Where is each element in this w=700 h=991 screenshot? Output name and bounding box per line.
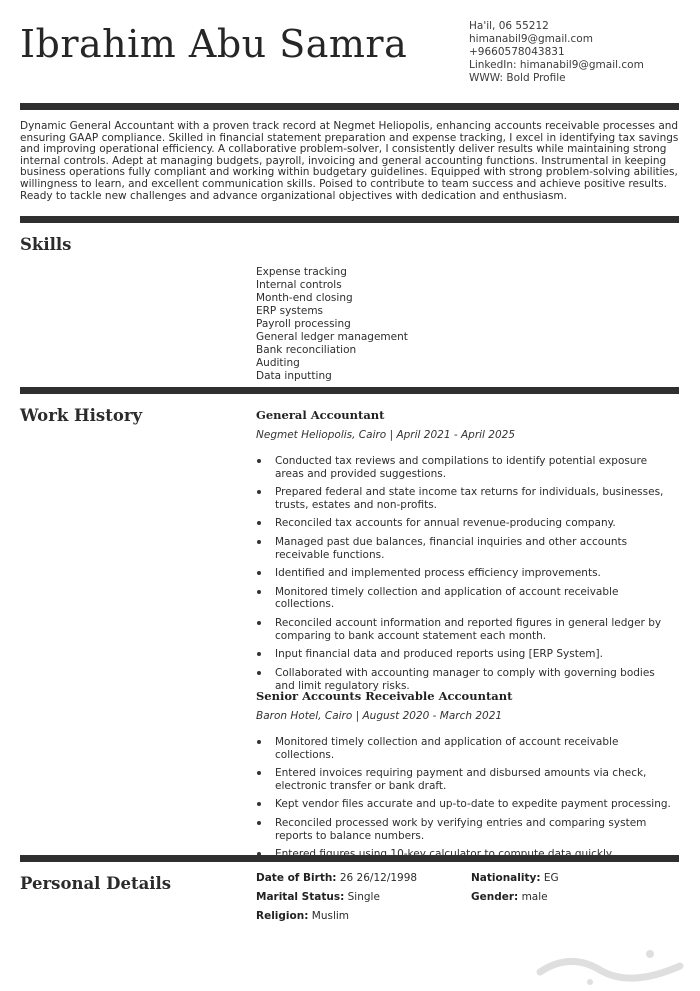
gender-value: male bbox=[521, 891, 548, 903]
gender-label: Gender: bbox=[471, 891, 519, 903]
nationality bbox=[471, 872, 559, 884]
watermark-logo bbox=[530, 942, 690, 986]
job-meta: Baron Hotel, Cairo | August 2020 - March 2021 bbox=[256, 710, 503, 722]
marital-value: Single bbox=[347, 891, 380, 903]
marital-label: Marital Status: bbox=[256, 891, 345, 903]
skill-item: Auditing bbox=[256, 357, 300, 369]
date-of-birth bbox=[256, 872, 417, 884]
skills-list bbox=[256, 266, 408, 383]
divider-bar bbox=[20, 216, 679, 223]
job-bullet: Identified and implemented process efficiency improvements. bbox=[256, 567, 674, 580]
resume-name: Ibrahim Abu Samra bbox=[20, 22, 408, 66]
job-bullets bbox=[256, 455, 674, 698]
job-bullet: Reconciled account information and reported figures in general ledger by comparing to bank account statement each month. bbox=[256, 617, 674, 642]
job-bullet: Collaborated with accounting manager to comply with governing bodies and limit regulatory risks. bbox=[256, 667, 674, 692]
skill-item: Expense tracking bbox=[256, 266, 347, 278]
contact-linkedin[interactable]: LinkedIn: himanabil9@gmail.com bbox=[469, 59, 644, 71]
job-bullet: Monitored timely collection and application of account receivable collections. bbox=[256, 586, 674, 611]
skill-item: General ledger management bbox=[256, 331, 408, 343]
personal-details-heading: Personal Details bbox=[20, 874, 172, 893]
nationality-value: EG bbox=[543, 872, 559, 884]
contact-website[interactable]: WWW: Bold Profile bbox=[469, 72, 566, 84]
religion-label: Religion: bbox=[256, 910, 309, 922]
job-title: Senior Accounts Receivable Accountant bbox=[256, 689, 513, 703]
job-bullet: Managed past due balances, financial inquiries and other accounts receivable functions. bbox=[256, 536, 674, 561]
job-bullet: Input financial data and produced reports using [ERP System]. bbox=[256, 648, 674, 661]
work-history-heading: Work History bbox=[20, 406, 143, 425]
job-meta: Negmet Heliopolis, Cairo | April 2021 - April 2025 bbox=[256, 429, 516, 441]
religion-value: Muslim bbox=[311, 910, 350, 922]
religion bbox=[256, 910, 349, 922]
job-bullet: Reconciled processed work by verifying entries and comparing system reports to balance numbers. bbox=[256, 817, 674, 842]
contact-phone[interactable]: +9660578043831 bbox=[469, 46, 565, 58]
job-bullet: Prepared federal and state income tax returns for individuals, businesses, trusts, estates and non-profits. bbox=[256, 486, 674, 511]
contact-block bbox=[469, 20, 644, 85]
job-bullet: Entered invoices requiring payment and disbursed amounts via check, electronic transfer or bank draft. bbox=[256, 767, 674, 792]
divider-bar bbox=[20, 387, 679, 394]
skill-item: Bank reconciliation bbox=[256, 344, 357, 356]
divider-bar bbox=[20, 103, 679, 110]
job-bullet: Conducted tax reviews and compilations to identify potential exposure areas and provided suggestions. bbox=[256, 455, 674, 480]
job-bullets bbox=[256, 736, 674, 867]
skill-item: Month-end closing bbox=[256, 292, 353, 304]
skill-item: Internal controls bbox=[256, 279, 342, 291]
job-bullet: Monitored timely collection and application of account receivable collections. bbox=[256, 736, 674, 761]
job-bullet: Kept vendor files accurate and up-to-date to expedite payment processing. bbox=[256, 798, 674, 811]
marital-status bbox=[256, 891, 380, 903]
dob-value: 26 26/12/1998 bbox=[339, 872, 418, 884]
skill-item: ERP systems bbox=[256, 305, 324, 317]
dob-label: Date of Birth: bbox=[256, 872, 337, 884]
contact-address: Ha'il, 06 55212 bbox=[469, 20, 549, 32]
professional-summary: Dynamic General Accountant with a proven track record at Negmet Heliopolis, enhancing accounts receivable processes and ensuring GAAP compliance. Skilled in financial statement preparation and expense tracking, I excel in identifying tax savings and improving operational efficiency. A collaborative problem-solver, I consistently deliver results while maintaining strong internal controls. Adept at managing budgets, payroll, invoicing and general accounting functions. Instrumental in keeping business operations fully compliant and working within budgetary guidelines. Equipped with strong problem-solving abilities, willingness to learn, and excellent communication skills. Poised to contribute to team success and achieve positive results. Ready to tackle new challenges and advance organizational objectives with dedication and enthusiasm. bbox=[20, 120, 679, 202]
skills-heading: Skills bbox=[20, 235, 72, 254]
gender bbox=[471, 891, 548, 903]
job-title: General Accountant bbox=[256, 408, 385, 422]
skill-item: Data inputting bbox=[256, 370, 332, 382]
contact-email[interactable]: himanabil9@gmail.com bbox=[469, 33, 593, 45]
skill-item: Payroll processing bbox=[256, 318, 351, 330]
nationality-label: Nationality: bbox=[471, 872, 541, 884]
job-bullet: Reconciled tax accounts for annual revenue-producing company. bbox=[256, 517, 674, 530]
divider-bar bbox=[20, 855, 679, 862]
